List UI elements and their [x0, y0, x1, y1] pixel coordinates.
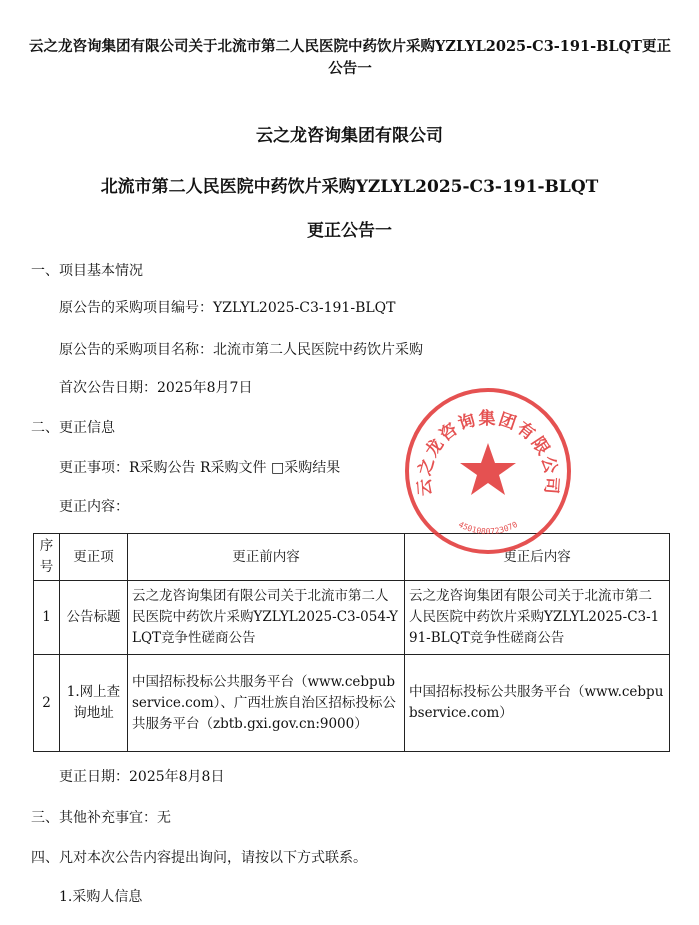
correction-matters: 更正事项：R采购公告 R采购文件 □采购结果	[59, 460, 341, 476]
table-row	[34, 581, 670, 655]
row-after: 中国招标投标公共服务平台（www.cebpubservice.com）	[405, 655, 670, 752]
correction-table	[33, 533, 670, 752]
section2-title: 二、更正信息	[31, 420, 115, 436]
project-heading: 北流市第二人民医院中药饮片采购YZLYL2025-C3-191-BLQT	[100, 177, 599, 197]
header-no: 序号	[34, 534, 60, 581]
correction-date: 更正日期：2025年8月8日	[59, 769, 225, 785]
row-before: 云之龙咨询集团有限公司关于北流市第二人民医院中药饮片采购YZLYL2025-C3-054-YLQT竞争性磋商公告	[128, 581, 405, 655]
company-name-heading: 云之龙咨询集团有限公司	[256, 126, 443, 146]
row-after: 云之龙咨询集团有限公司关于北流市第二人民医院中药饮片采购YZLYL2025-C3-191-BLQT竞争性磋商公告	[405, 581, 670, 655]
table-header-row	[34, 534, 670, 581]
seal-star-icon	[460, 443, 516, 495]
seal-company-text: 云之龙咨询集团有限公司	[414, 408, 562, 497]
document-top-title: 云之龙咨询集团有限公司关于北流市第二人民医院中药饮片采购YZLYL2025-C3-191-BLQT更正公告一	[29, 38, 671, 77]
header-before: 更正前内容	[128, 534, 405, 581]
section1-title: 一、项目基本情况	[31, 263, 143, 279]
company-seal	[402, 385, 574, 557]
notice-heading: 更正公告一	[307, 221, 392, 241]
original-item-name: 原公告的采购项目名称：北流市第二人民医院中药饮片采购	[59, 342, 423, 358]
row-item: 1.网上查询地址	[60, 655, 128, 752]
row-item: 公告标题	[60, 581, 128, 655]
row-before: 中国招标投标公共服务平台（www.cebpubservice.com）、广西壮族自治区招标投标公共服务平台（zbtb.gxi.gov.cn:9000）	[128, 655, 405, 752]
header-item: 更正项	[60, 534, 128, 581]
row-no: 2	[34, 655, 60, 752]
section3-other-matters: 三、其他补充事宜：无	[31, 810, 171, 826]
correction-content-label: 更正内容：	[59, 499, 129, 515]
original-item-number: 原公告的采购项目编号：YZLYL2025-C3-191-BLQT	[59, 300, 396, 316]
table-row	[34, 655, 670, 752]
purchaser-info-heading: 1.采购人信息	[59, 889, 143, 905]
section4-contact: 四、凡对本次公告内容提出询问，请按以下方式联系。	[31, 850, 367, 866]
seal-code-text: 4501080723070	[456, 519, 520, 537]
row-no: 1	[34, 581, 60, 655]
header-after: 更正后内容	[405, 534, 670, 581]
first-announcement-date: 首次公告日期：2025年8月7日	[59, 380, 253, 396]
